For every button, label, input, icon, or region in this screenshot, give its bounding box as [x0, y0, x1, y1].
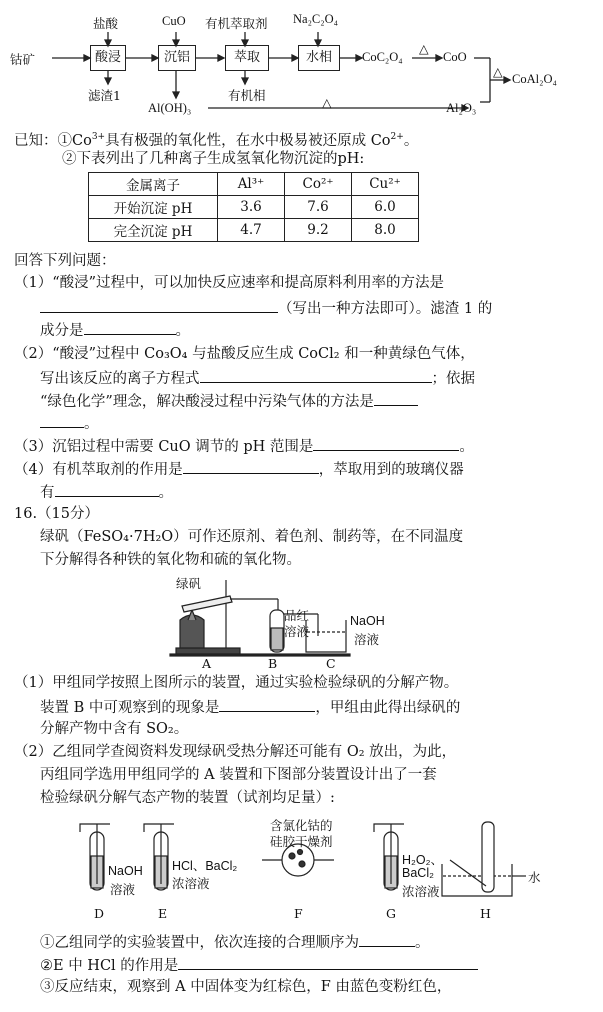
- flow-box-acid-leach: 酸浸: [90, 45, 126, 71]
- al2o3: Al₂O₃: [446, 101, 477, 115]
- table-header-cell: Cu²⁺: [352, 173, 419, 196]
- answer-blank[interactable]: [55, 482, 159, 497]
- q16-1-line-b: [40, 697, 460, 717]
- label-pinhong-1: 品红: [284, 608, 310, 623]
- tube-d-inlet: [80, 824, 110, 832]
- label-g-2: BaCl₂: [402, 866, 434, 880]
- q16-2-s3: ③反应结束，观察到 A 中固体变为红棕色，F 由蓝色变粉红色，: [40, 979, 452, 995]
- answer-blank[interactable]: [84, 320, 176, 335]
- aloh3: Al(OH)₃: [148, 101, 192, 115]
- q15-4-line-a: [14, 459, 464, 479]
- known-sup-a: 3+: [91, 132, 106, 142]
- ph-table: [88, 172, 419, 242]
- q15-4b-end: 。: [158, 485, 173, 501]
- beaker-c: [306, 620, 346, 652]
- q16-intro-1: 绿矾（FeSO₄·7H₂O）可作还原剂、着色剂、制药等，在不同温度: [40, 529, 464, 545]
- q16-2-line-a: （2）乙组同学查阅资料发现绿矾受热分解还可能有 O₂ 放出，为此，: [14, 744, 457, 760]
- label-f-2: 硅胶干燥剂: [270, 834, 333, 849]
- q16-intro-2: 下分解得各种铁的氧化物和硫的氧化物。: [40, 552, 301, 568]
- label-g: G: [386, 906, 396, 921]
- heat-symbol-1: △: [419, 41, 429, 56]
- q16-s2-text: ②E 中 HCl 的作用是: [40, 958, 179, 974]
- known-line-2: ②下表列出了几种离子生成氢氧化物沉淀的pH:: [62, 151, 365, 167]
- flow-box-al-precip: 沉铝: [158, 45, 196, 71]
- collection-tube-h: [482, 822, 494, 892]
- heat-symbol-2: △: [493, 64, 503, 79]
- answer-blank[interactable]: [219, 697, 315, 712]
- answer-blank[interactable]: [183, 459, 319, 474]
- q15-2d-end: 。: [84, 416, 99, 432]
- q15-2b-text: 写出该反应的离子方程式: [40, 371, 200, 387]
- reagent-na2c2o4: Na₂C₂O₄: [293, 12, 339, 26]
- q15-4b-text: 有: [40, 485, 55, 501]
- label-g-1: H₂O₂、: [402, 853, 443, 867]
- q15-2-line-a: （2）“酸浸”过程中 Co₃O₄ 与盐酸反应生成 CoCl₂ 和一种黄绿色气体，: [14, 346, 475, 362]
- flow-input: 钴矿: [10, 52, 36, 67]
- label-e-2: 浓溶液: [172, 876, 210, 891]
- known-text-b: 具有极强的氧化性，在水中极易被还原成 Co: [105, 132, 391, 149]
- coo: CoO: [443, 50, 467, 64]
- answer-blank[interactable]: [313, 436, 459, 451]
- q15-1-line-c: [40, 320, 190, 340]
- table-header-row: [89, 173, 419, 196]
- q16-1-line-a: （1）甲组同学按照上图所示的装置，通过实验检验绿矾的分解产物。: [14, 675, 459, 691]
- q15-1c-end: 。: [175, 323, 190, 339]
- q15-3-line: [14, 436, 474, 456]
- label-h-water: 水: [528, 870, 541, 885]
- q15-2-line-c: [40, 391, 418, 411]
- q16-2-line-c: 检验绿矾分解气态产物的装置（试剂均足量）:: [40, 790, 335, 806]
- organic-phase: 有机相: [228, 88, 266, 103]
- q15-3-text: （3）沉铝过程中需要 CuO 调节的 pH 范围是: [14, 439, 314, 455]
- q15-4-line-b: [40, 482, 173, 502]
- table-cell: 6.0: [352, 196, 419, 219]
- coal2o4: CoAl₂O₄: [512, 72, 557, 86]
- table-header-cell: Co²⁺: [285, 173, 352, 196]
- answer-blank[interactable]: [374, 391, 418, 406]
- q15-2b-end: ；依据: [431, 371, 475, 387]
- table-header-cell: Al³⁺: [218, 173, 285, 196]
- test-tube-a: [182, 596, 232, 612]
- label-g-3: 浓溶液: [402, 884, 440, 899]
- heat-symbol-3: △: [322, 95, 332, 110]
- q16-2-s2: [40, 955, 478, 975]
- coc2o4: CoC₂O₄: [362, 50, 403, 64]
- answer-blank[interactable]: [359, 932, 415, 947]
- label-pinhong-2: 溶液: [284, 624, 310, 639]
- q16-2-line-b: 丙组同学选用甲组同学的 A 装置和下图部分装置设计出了一套: [40, 767, 437, 783]
- label-f: F: [294, 906, 303, 921]
- known-text-a: 已知：①Co: [14, 132, 92, 149]
- table-header-cell: 金属离子: [89, 173, 218, 196]
- q15-4a-mid: ，萃取用到的玻璃仪器: [318, 462, 464, 478]
- q15-1-line-a: （1）“酸浸”过程中，可以加快反应速率和提高原料利用率的方法是: [14, 275, 445, 291]
- label-naoh-1: NaOH: [350, 614, 385, 628]
- flow-box-water-phase: 水相: [298, 45, 340, 71]
- label-d-2: 溶液: [110, 882, 136, 897]
- q16-1b-end: ，甲组由此得出绿矾的: [315, 700, 461, 716]
- q16-number: 16.（15分）: [14, 506, 100, 522]
- q16-s1-end: 。: [415, 935, 430, 951]
- q15-1-line-b: [40, 298, 492, 318]
- known-sup-b: 2+: [390, 132, 404, 142]
- stand-base: [176, 648, 240, 654]
- answer-blank[interactable]: [200, 368, 432, 383]
- q15-1b-text: （写出一种方法即可）。滤渣 1 的: [278, 301, 493, 317]
- table-cell: 3.6: [218, 196, 285, 219]
- q16-1b-text: 装置 B 中可观察到的现象是: [40, 700, 220, 716]
- label-h: H: [480, 906, 491, 921]
- table-row: [89, 219, 419, 242]
- table-cell: 完全沉淀 pH: [89, 219, 218, 242]
- label-lvfan: 绿矾: [176, 576, 202, 591]
- q15-2c-text: “绿色化学”理念，解决酸浸过程中污染气体的方法是: [40, 394, 374, 410]
- label-b: B: [268, 656, 278, 671]
- q15-1c-text: 成分是: [40, 323, 84, 339]
- q15-intro: 回答下列问题：: [14, 253, 116, 269]
- label-naoh-2: 溶液: [354, 632, 380, 647]
- q16-1-line-c: 分解产物中含有 SO₂。: [40, 721, 189, 737]
- q15-4a-text: （4）有机萃取剂的作用是: [14, 462, 183, 478]
- reagent-organic-extractant: 有机萃取剂: [205, 16, 268, 31]
- reagent-hcl: 盐酸: [93, 16, 119, 31]
- label-a: A: [202, 656, 212, 671]
- answer-blank[interactable]: [40, 298, 278, 313]
- table-cell: 9.2: [285, 219, 352, 242]
- q15-2-line-b: [40, 368, 475, 388]
- label-d: D: [94, 906, 105, 921]
- label-e: E: [158, 906, 168, 921]
- table-cell: 7.6: [285, 196, 352, 219]
- label-d-1: NaOH: [108, 864, 143, 878]
- table-cell: 8.0: [352, 219, 419, 242]
- answer-blank[interactable]: [40, 413, 84, 428]
- known-line-1: [14, 128, 418, 150]
- label-f-1: 含氯化钴的: [270, 818, 333, 833]
- q16-s1-text: ①乙组同学的实验装置中，依次连接的合理顺序为: [40, 935, 359, 951]
- flow-box-extract: 萃取: [225, 45, 269, 71]
- q16-2-s1: [40, 932, 430, 952]
- table-row: [89, 196, 419, 219]
- residue-1: 滤渣1: [88, 88, 121, 103]
- reagent-cuo: CuO: [162, 14, 186, 28]
- label-c: C: [326, 656, 336, 671]
- table-cell: 开始沉淀 pH: [89, 196, 218, 219]
- q15-2-line-d: [40, 413, 99, 433]
- known-text-c: 。: [403, 132, 419, 149]
- table-cell: 4.7: [218, 219, 285, 242]
- answer-blank[interactable]: [178, 955, 478, 970]
- q15-3-end: 。: [459, 439, 474, 455]
- label-e-1: HCl、BaCl₂: [172, 859, 238, 873]
